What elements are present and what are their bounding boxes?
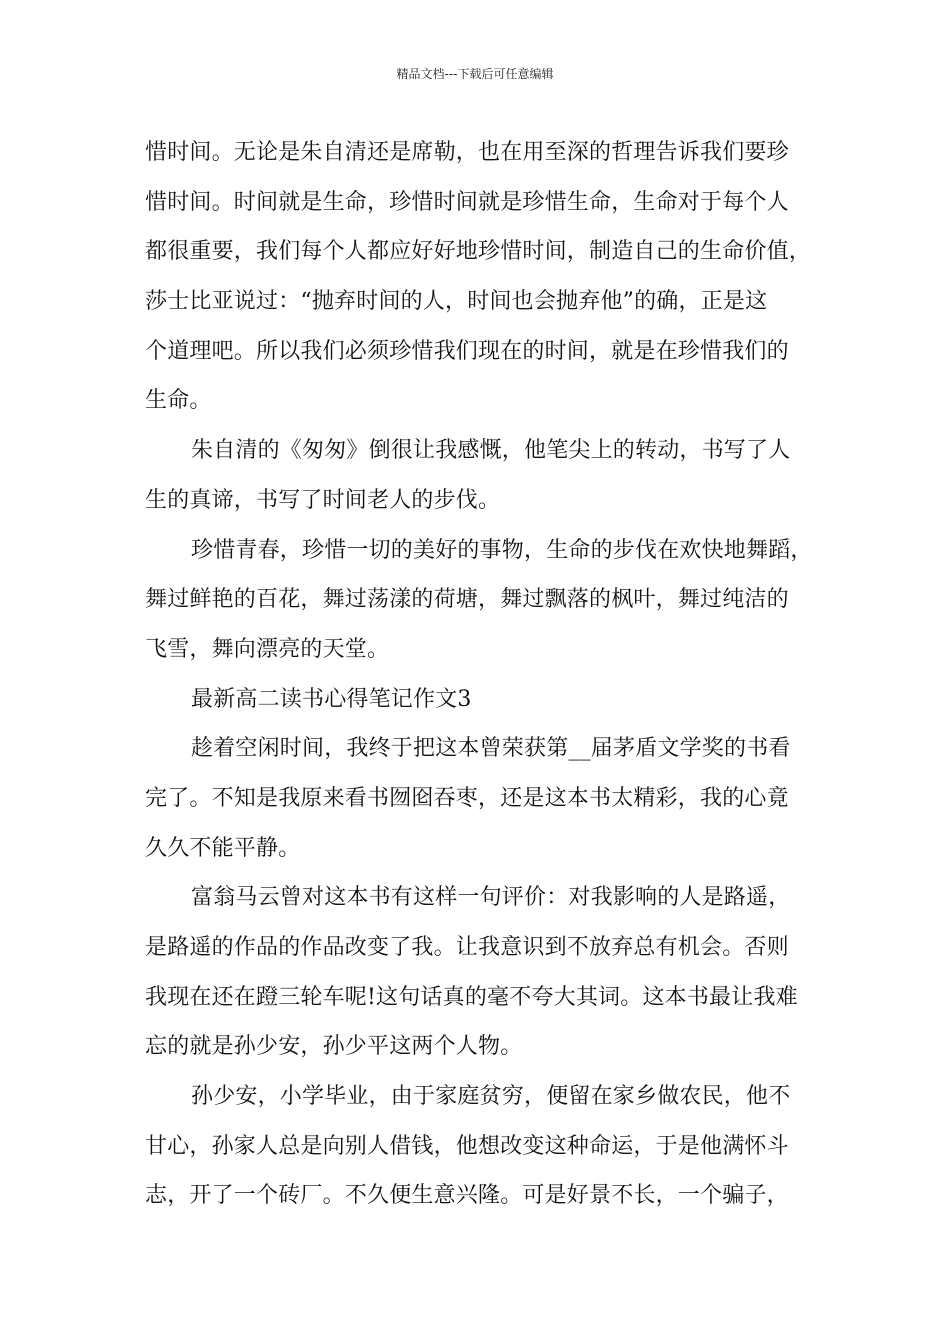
text-line: 我现在还在蹬三轮车呢!这句话真的毫不夸大其词。这本书最让我难 <box>145 984 798 1010</box>
text-line: 飞雪，舞向漂亮的天堂。 <box>145 636 390 662</box>
page-header: 精品文档---下载后可任意编辑 <box>396 67 554 81</box>
paragraph-first-line: 朱自清的《匆匆》倒很让我感慨，他笔尖上的转动，书写了人 <box>191 438 791 464</box>
text-line: 惜时间。无论是朱自清还是席勒，也在用至深的哲理告诉我们要珍 <box>145 140 789 165</box>
text-line: 甘心，孙家人总是向别人借钱，他想改变这种命运，于是他满怀斗 <box>145 1133 789 1159</box>
text-line: 舞过鲜艳的百花，舞过荡漾的荷塘，舞过飘落的枫叶，舞过纯洁的 <box>145 587 789 613</box>
text-line: 惜时间。时间就是生命，珍惜时间就是珍惜生命，生命对于每个人 <box>145 189 789 215</box>
text-line: 忘的就是孙少安，孙少平这两个人物。 <box>145 1034 523 1060</box>
text-line: 志，开了一个砖厂。不久便生意兴隆。可是好景不长，一个骗子， <box>145 1183 789 1209</box>
text-line: 生命。 <box>145 388 212 414</box>
text-line: 生的真谛，书写了时间老人的步伐。 <box>145 487 501 513</box>
text-line: 都很重要，我们每个人都应好好地珍惜时间，制造自己的生命价值， <box>145 239 812 265</box>
text-line: 完了。不知是我原来看书囫囵吞枣，还是这本书太精彩，我的心竟 <box>145 785 789 811</box>
paragraph-first-line: 趁着空闲时间，我终于把这本曾荣获第__届茅盾文学奖的书看 <box>191 736 791 762</box>
text-line: 是路遥的作品的作品改变了我。让我意识到不放弃总有机会。否则 <box>145 935 789 960</box>
document-body <box>145 128 825 1221</box>
text-line: 莎士比亚说过：“抛弃时间的人，时间也会抛弃他”的确，正是这 <box>145 289 768 315</box>
section-heading: 最新高二读书心得笔记作文3 <box>191 686 472 712</box>
paragraph-first-line: 富翁马云曾对这本书有这样一句评价：对我影响的人是路遥， <box>191 885 791 911</box>
paragraph-first-line: 孙少安，小学毕业，由于家庭贫穷，便留在家乡做农民，他不 <box>191 1084 791 1110</box>
text-line: 个道理吧。所以我们必须珍惜我们现在的时间，就是在珍惜我们的 <box>145 338 789 364</box>
paragraph-first-line: 珍惜青春，珍惜一切的美好的事物，生命的步伐在欢快地舞蹈， <box>191 537 813 563</box>
text-line: 久久不能平静。 <box>145 835 301 861</box>
